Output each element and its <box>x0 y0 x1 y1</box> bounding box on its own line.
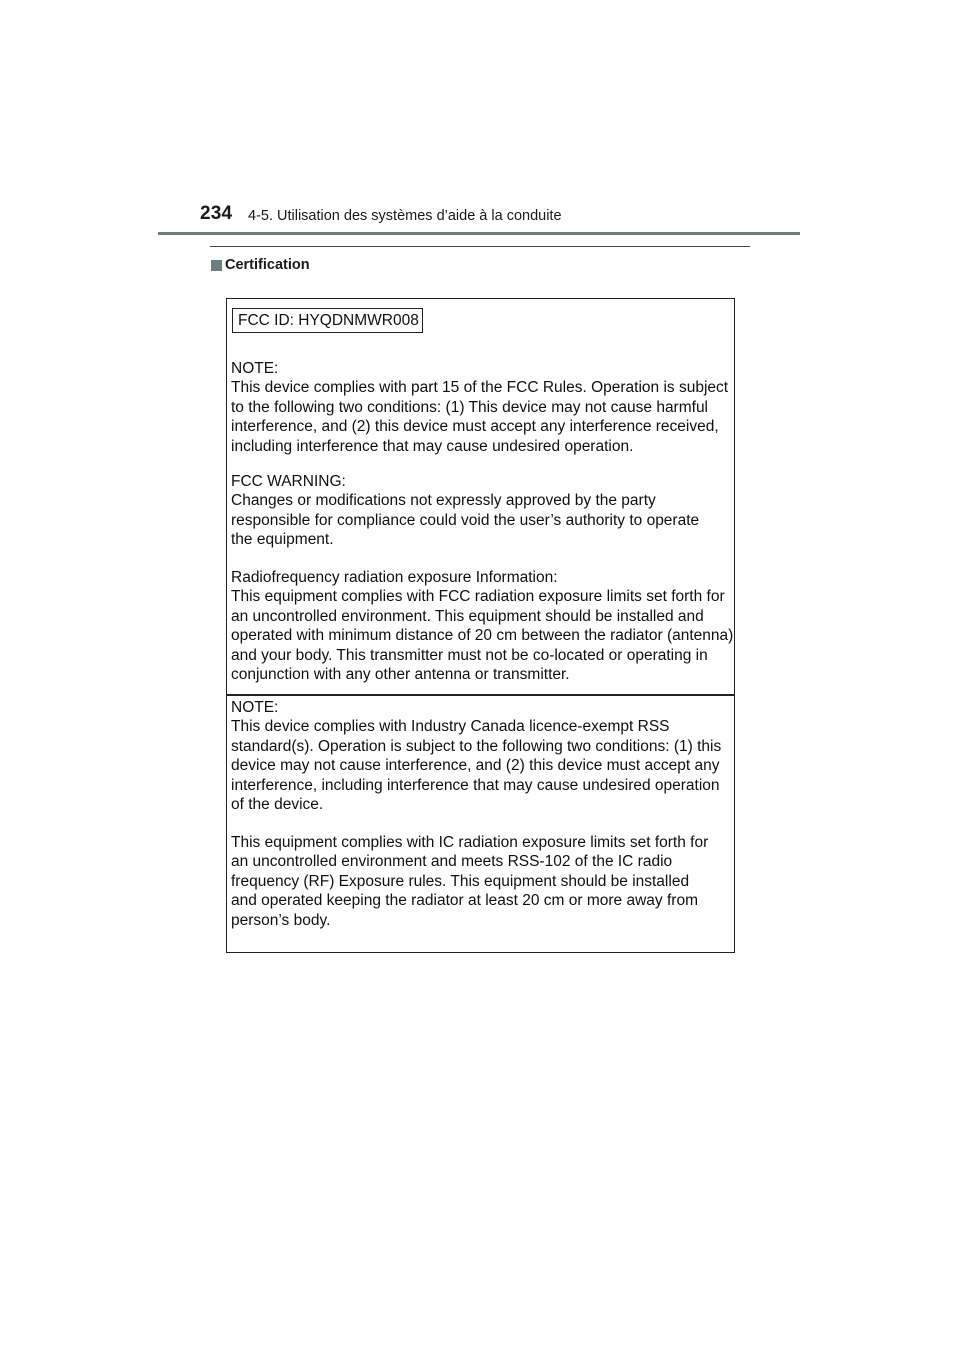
ic-note-block <box>231 698 739 814</box>
rf-exposure-line: conjunction with any other antenna or transmitter. <box>231 666 570 684</box>
square-bullet-icon <box>211 260 222 271</box>
ic-exposure-line: This equipment complies with IC radiation exposure limits set forth for <box>231 834 709 851</box>
ic-exposure-line: person’s body. <box>231 911 331 929</box>
rf-exposure-line: and your body. This transmitter must not be co-located or operating in <box>231 646 708 664</box>
rf-exposure-line: This equipment complies with FCC radiation exposure limits set forth for <box>231 588 725 606</box>
fcc-warning-line: responsible for compliance could void the user’s authority to operate <box>231 511 700 529</box>
fcc-note-block <box>231 359 739 456</box>
header-rule <box>158 232 800 235</box>
fcc-id-box: FCC ID: HYQDNMWR008 <box>232 308 423 333</box>
ic-note-line: standard(s). Operation is subject to the following two conditions: (1) this <box>231 737 722 755</box>
fcc-warning-line: Changes or modifications not expressly approved by the party <box>231 492 656 510</box>
ic-exposure-block <box>231 833 739 930</box>
fcc-warning-line: the equipment. <box>231 531 334 549</box>
ic-note-line: device may not cause interference, and (2) this device must accept any <box>231 757 720 775</box>
ic-note-line: of the device. <box>231 796 324 814</box>
section-title: 4-5. Utilisation des systèmes d’aide à la conduite <box>248 208 562 224</box>
fcc-warning-block <box>231 472 739 550</box>
fcc-note-line: This device complies with part 15 of the FCC Rules. Operation is subject <box>231 379 729 397</box>
ic-note-line: This device complies with Industry Canada licence-exempt RSS <box>231 718 670 736</box>
fcc-note-line: including interference that may cause undesired operation. <box>231 437 634 455</box>
ic-exposure-line: an uncontrolled environment and meets RSS-102 of the IC radio <box>231 853 673 871</box>
certification-heading-text: Certification <box>225 257 310 273</box>
fcc-note-line: to the following two conditions: (1) This device may not cause harmful <box>231 398 709 416</box>
rf-exposure-line: an uncontrolled environment. This equipment should be installed and <box>231 607 704 625</box>
ic-exposure-line: and operated keeping the radiator at least 20 cm or more away from <box>231 892 698 910</box>
rf-exposure-block <box>231 568 739 684</box>
certification-heading <box>211 257 310 273</box>
ic-note-line: interference, including interference that may cause undesired operation <box>231 776 720 794</box>
rf-exposure-title: Radiofrequency radiation exposure Information: <box>231 569 558 586</box>
fcc-note-line: interference, and (2) this device must accept any interference received, <box>231 418 719 436</box>
ic-note-title: NOTE: <box>231 699 279 716</box>
page-number: 234 <box>200 203 233 224</box>
fcc-warning-title: FCC WARNING: <box>231 473 346 490</box>
section-divider <box>227 694 734 696</box>
fcc-note-title: NOTE: <box>231 360 279 377</box>
ic-exposure-line: frequency (RF) Exposure rules. This equipment should be installed <box>231 872 690 890</box>
divider-line <box>210 246 750 247</box>
rf-exposure-line: operated with minimum distance of 20 cm between the radiator (antenna) <box>231 627 734 645</box>
certification-label-panel <box>226 298 735 953</box>
